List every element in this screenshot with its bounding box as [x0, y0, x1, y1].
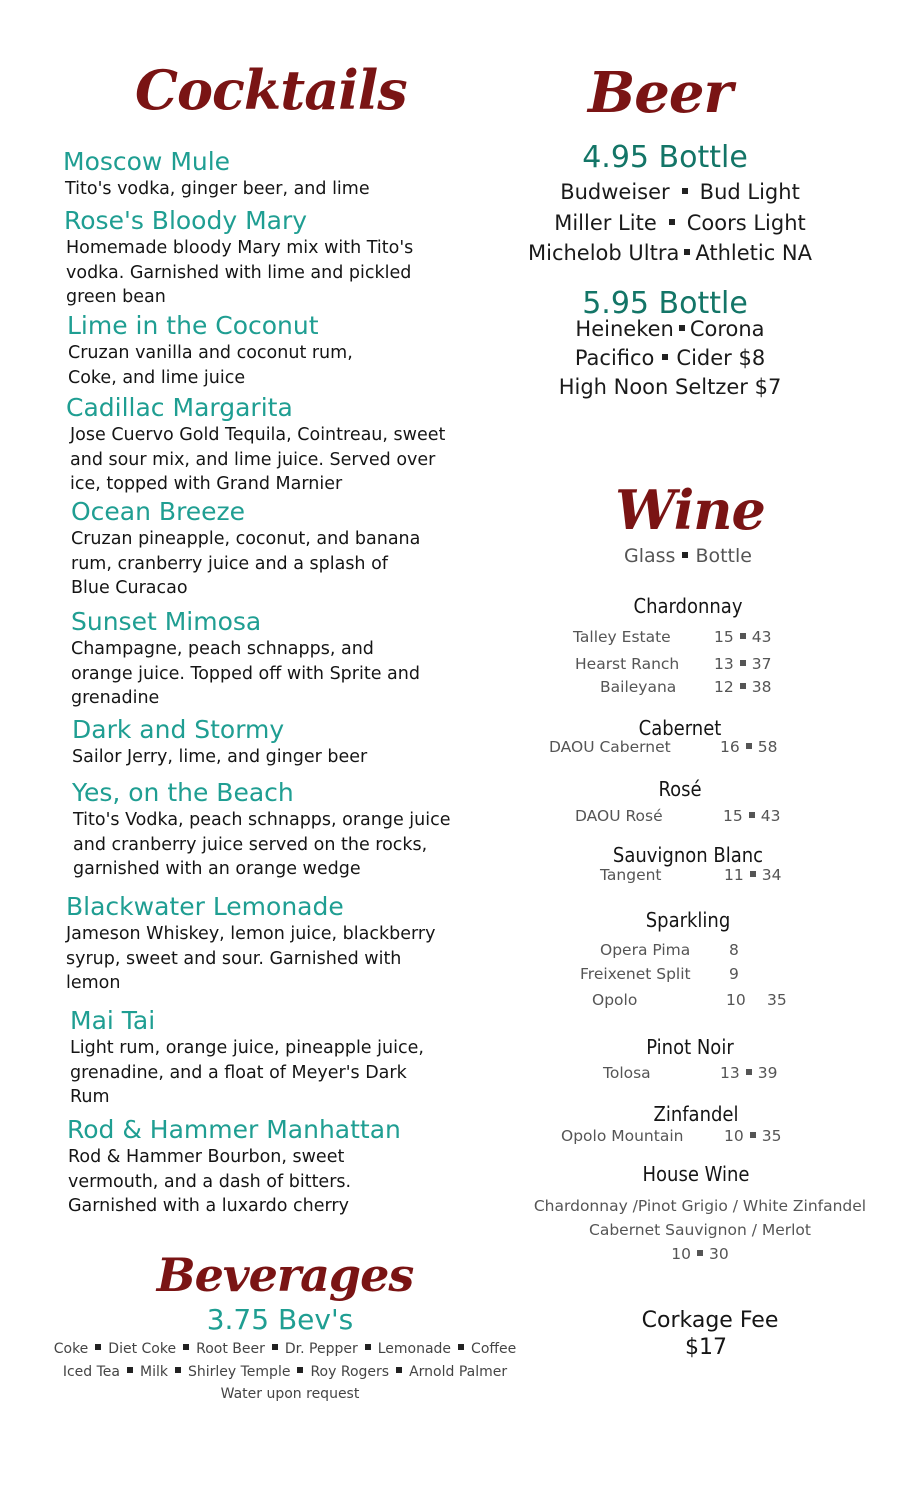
- cocktail-name: Dark and Stormy: [72, 715, 285, 744]
- cocktail-item: [66, 892, 441, 996]
- cocktail-item: [72, 778, 457, 882]
- separator-icon: [662, 354, 668, 360]
- beverages-line-1: [40, 1341, 530, 1357]
- cocktail-name: Ocean Breeze: [71, 497, 246, 526]
- beverage-item: Roy Rogers: [310, 1364, 390, 1380]
- cocktail-desc: Rod & Hammer Bourbon, sweet vermouth, and a dash of bitters. Garnished with a luxardo cherry: [68, 1147, 352, 1216]
- beverage-item: Coke: [53, 1341, 89, 1357]
- wine-row: [575, 655, 679, 673]
- cocktail-item: [67, 1115, 401, 1219]
- wine-row: [600, 866, 662, 884]
- beer-item: Coors Light: [686, 211, 806, 235]
- wine-name: Freixenet Split: [580, 965, 691, 983]
- beer-item: High Noon Seltzer $7: [558, 375, 782, 399]
- beer-item: Michelob Ultra: [527, 241, 680, 265]
- wine-price: [724, 866, 781, 884]
- beverage-item: Diet Coke: [108, 1341, 177, 1357]
- cocktail-name: Blackwater Lemonade: [66, 892, 344, 921]
- separator-icon: [679, 325, 685, 331]
- wine-glass-label: Glass: [624, 545, 676, 567]
- beverages-price: 3.75 Bev's: [206, 1303, 354, 1336]
- corkage-label: Corkage Fee: [641, 1308, 779, 1333]
- cocktail-desc: Homemade bloody Mary mix with Tito's vodka. Garnished with lime and pickled green bean: [66, 238, 414, 307]
- beer-item: Heineken: [575, 317, 674, 341]
- beverages-title: Beverages: [156, 1248, 414, 1302]
- wine-name: Hearst Ranch: [575, 655, 680, 673]
- beer-item: Budweiser: [560, 180, 670, 204]
- wine-glass-price: 15: [723, 807, 743, 825]
- cocktail-desc: Jameson Whiskey, lemon juice, blackberry syrup, sweet and sour. Garnished with lemon: [66, 924, 436, 993]
- wine-row: [600, 941, 690, 959]
- separator-icon: [746, 743, 752, 749]
- cocktail-desc: Champagne, peach schnapps, and orange juice. Topped off with Sprite and grenadine: [71, 639, 420, 708]
- separator-icon: [740, 633, 746, 639]
- wine-bottle-price: 35: [767, 991, 787, 1009]
- separator-icon: [95, 1344, 101, 1350]
- separator-icon: [750, 871, 756, 877]
- wine-house-head: House Wine: [642, 1162, 750, 1186]
- separator-icon: [740, 660, 746, 666]
- wine-bottle-label: Bottle: [695, 545, 752, 567]
- cocktail-name: Sunset Mimosa: [71, 607, 262, 636]
- wine-price: [723, 807, 780, 825]
- beverage-item: Root Beer: [196, 1341, 265, 1357]
- beer-tier2-row: [520, 372, 820, 402]
- wine-name: Tolosa: [603, 1064, 651, 1082]
- wine-rose-head: Rosé: [658, 777, 702, 801]
- cocktail-name: Moscow Mule: [63, 147, 231, 176]
- cocktail-item: [66, 393, 446, 497]
- wine-bottle-price: 34: [761, 866, 782, 884]
- cocktail-desc: Tito's vodka, ginger beer, and lime: [65, 179, 370, 199]
- beer-item: Cider $8: [676, 346, 766, 370]
- beer-title: Beer: [587, 60, 733, 126]
- beer-tier1-row: [520, 177, 840, 207]
- wine-row: [575, 807, 663, 825]
- beverage-item: Iced Tea: [62, 1364, 121, 1380]
- separator-icon: [458, 1344, 464, 1350]
- separator-icon: [682, 188, 688, 194]
- wine-name: Opolo Mountain: [561, 1127, 684, 1145]
- wine-name: Talley Estate: [573, 628, 671, 646]
- wine-sauvignon-head: Sauvignon Blanc: [612, 843, 764, 867]
- wine-zinfandel-head: Zinfandel: [653, 1102, 739, 1126]
- wine-row: [580, 965, 691, 983]
- wine-row: [561, 1127, 683, 1145]
- wine-name: Tangent: [600, 866, 662, 884]
- cocktail-item: [63, 147, 443, 202]
- corkage-price: $17: [685, 1335, 727, 1360]
- wine-row: [592, 991, 637, 1009]
- separator-icon: [684, 249, 690, 255]
- wine-row: [603, 1064, 651, 1082]
- beer-tier1-row: [510, 238, 830, 268]
- beverage-item: Coffee: [471, 1341, 517, 1357]
- wine-price: [714, 655, 771, 673]
- separator-icon: [272, 1344, 278, 1350]
- cocktail-desc: Light rum, orange juice, pineapple juice, grenadine, and a float of Meyer's Dark Rum: [70, 1038, 424, 1107]
- cocktail-name: Mai Tai: [70, 1006, 156, 1035]
- wine-bottle-price: 58: [757, 738, 778, 756]
- separator-icon: [740, 683, 746, 689]
- beer-tier2-row: [520, 343, 820, 373]
- wine-cabernet-head: Cabernet: [638, 716, 722, 740]
- cocktails-title: Cocktails: [135, 58, 407, 122]
- beer-item: Miller Lite: [554, 211, 657, 235]
- cocktail-name: Lime in the Coconut: [67, 311, 319, 340]
- wine-glass-price: 10: [724, 1127, 744, 1145]
- separator-icon: [365, 1344, 371, 1350]
- beer-item: Corona: [689, 317, 765, 341]
- separator-icon: [750, 1132, 756, 1138]
- cocktail-item: [64, 206, 416, 310]
- wine-name: Opolo: [592, 991, 638, 1009]
- cocktail-item: [71, 607, 441, 711]
- wine-name: DAOU Cabernet: [549, 738, 671, 756]
- wine-row: [600, 678, 676, 696]
- beer-tier1-row: [510, 208, 850, 238]
- beverages-line-2: [40, 1364, 530, 1380]
- separator-icon: [175, 1367, 181, 1373]
- wine-price: [720, 738, 777, 756]
- wine-sparkling-head: Sparkling: [645, 908, 731, 932]
- wine-name: Opera Pima: [600, 941, 691, 959]
- separator-icon: [396, 1367, 402, 1373]
- beverage-item: Shirley Temple: [187, 1364, 291, 1380]
- separator-icon: [669, 219, 675, 225]
- wine-subtitle: [588, 545, 788, 567]
- cocktail-name: Rod & Hammer Manhattan: [67, 1115, 401, 1144]
- wine-price: [714, 678, 771, 696]
- wine-price: [714, 628, 771, 646]
- wine-row: [573, 628, 671, 646]
- wine-bottle-price: 30: [709, 1245, 729, 1263]
- beverage-item: Milk: [140, 1364, 168, 1380]
- cocktail-name: Cadillac Margarita: [66, 393, 293, 422]
- wine-chardonnay-head: Chardonnay: [633, 594, 743, 618]
- cocktail-item: [72, 715, 442, 770]
- wine-glass-price: 15: [714, 628, 734, 646]
- wine-glass-price: 11: [724, 866, 744, 884]
- wine-glass-price: 9: [729, 965, 739, 983]
- wine-price: [724, 1127, 781, 1145]
- wine-glass-price: 12: [714, 678, 734, 696]
- wine-row: [549, 738, 671, 756]
- beer-item: Pacifico: [574, 346, 655, 370]
- wine-bottle-price: 43: [751, 628, 772, 646]
- wine-name: DAOU Rosé: [575, 807, 663, 825]
- separator-icon: [746, 1069, 752, 1075]
- wine-glass-price: 10: [726, 991, 746, 1009]
- beer-item: Bud Light: [699, 180, 800, 204]
- cocktail-desc: Tito's Vodka, peach schnapps, orange juice and cranberry juice served on the rocks, garnished with an orange wedge: [73, 810, 451, 879]
- cocktail-name: Yes, on the Beach: [72, 778, 294, 807]
- wine-house-line-2: Cabernet Sauvignon / Merlot: [589, 1221, 811, 1239]
- cocktail-item: [70, 1006, 430, 1110]
- wine-bottle-price: 43: [760, 807, 781, 825]
- wine-glass-price: 8: [729, 941, 739, 959]
- beverage-item: Arnold Palmer: [409, 1364, 508, 1380]
- wine-bottle-price: 37: [751, 655, 772, 673]
- wine-glass-price: 16: [720, 738, 740, 756]
- beer-item: Athletic NA: [695, 241, 813, 265]
- beverage-item: Dr. Pepper: [284, 1341, 358, 1357]
- cocktail-item: [71, 497, 431, 601]
- wine-name: Baileyana: [600, 678, 677, 696]
- wine-title: Wine: [615, 478, 765, 542]
- separator-icon: [697, 1250, 703, 1256]
- beverage-item: Lemonade: [377, 1341, 452, 1357]
- cocktail-desc: Cruzan vanilla and coconut rum, Coke, and lime juice: [68, 343, 353, 388]
- wine-bottle-price: 39: [757, 1064, 778, 1082]
- separator-icon: [297, 1367, 303, 1373]
- wine-bottle-price: 35: [761, 1127, 782, 1145]
- wine-house-line-1: Chardonnay /Pinot Grigio / White Zinfandel: [533, 1197, 867, 1215]
- wine-pinot-head: Pinot Noir: [646, 1035, 734, 1059]
- beer-tier2-row: [520, 314, 820, 344]
- cocktail-desc: Cruzan pineapple, coconut, and banana rum, cranberry juice and a splash of Blue Curacao: [71, 529, 421, 598]
- separator-icon: [682, 552, 688, 558]
- cocktail-desc: Sailor Jerry, lime, and ginger beer: [72, 747, 368, 767]
- wine-price: [720, 1064, 777, 1082]
- wine-bottle-price: 38: [751, 678, 772, 696]
- beer-tier2-price: 5.95 Bottle: [582, 286, 748, 321]
- cocktail-item: [67, 311, 357, 390]
- cocktail-desc: Jose Cuervo Gold Tequila, Cointreau, sweet and sour mix, and lime juice. Served over ice, topped with Grand Marnier: [70, 425, 446, 494]
- wine-glass-price: 13: [714, 655, 734, 673]
- beer-tier1-price: 4.95 Bottle: [582, 140, 748, 175]
- beverages-line-3: Water upon request: [220, 1386, 360, 1402]
- cocktail-name: Rose's Bloody Mary: [64, 206, 308, 235]
- wine-house-price: [600, 1245, 800, 1263]
- separator-icon: [127, 1367, 133, 1373]
- separator-icon: [183, 1344, 189, 1350]
- wine-glass-price: 13: [720, 1064, 740, 1082]
- separator-icon: [749, 812, 755, 818]
- wine-glass-price: 10: [671, 1245, 691, 1263]
